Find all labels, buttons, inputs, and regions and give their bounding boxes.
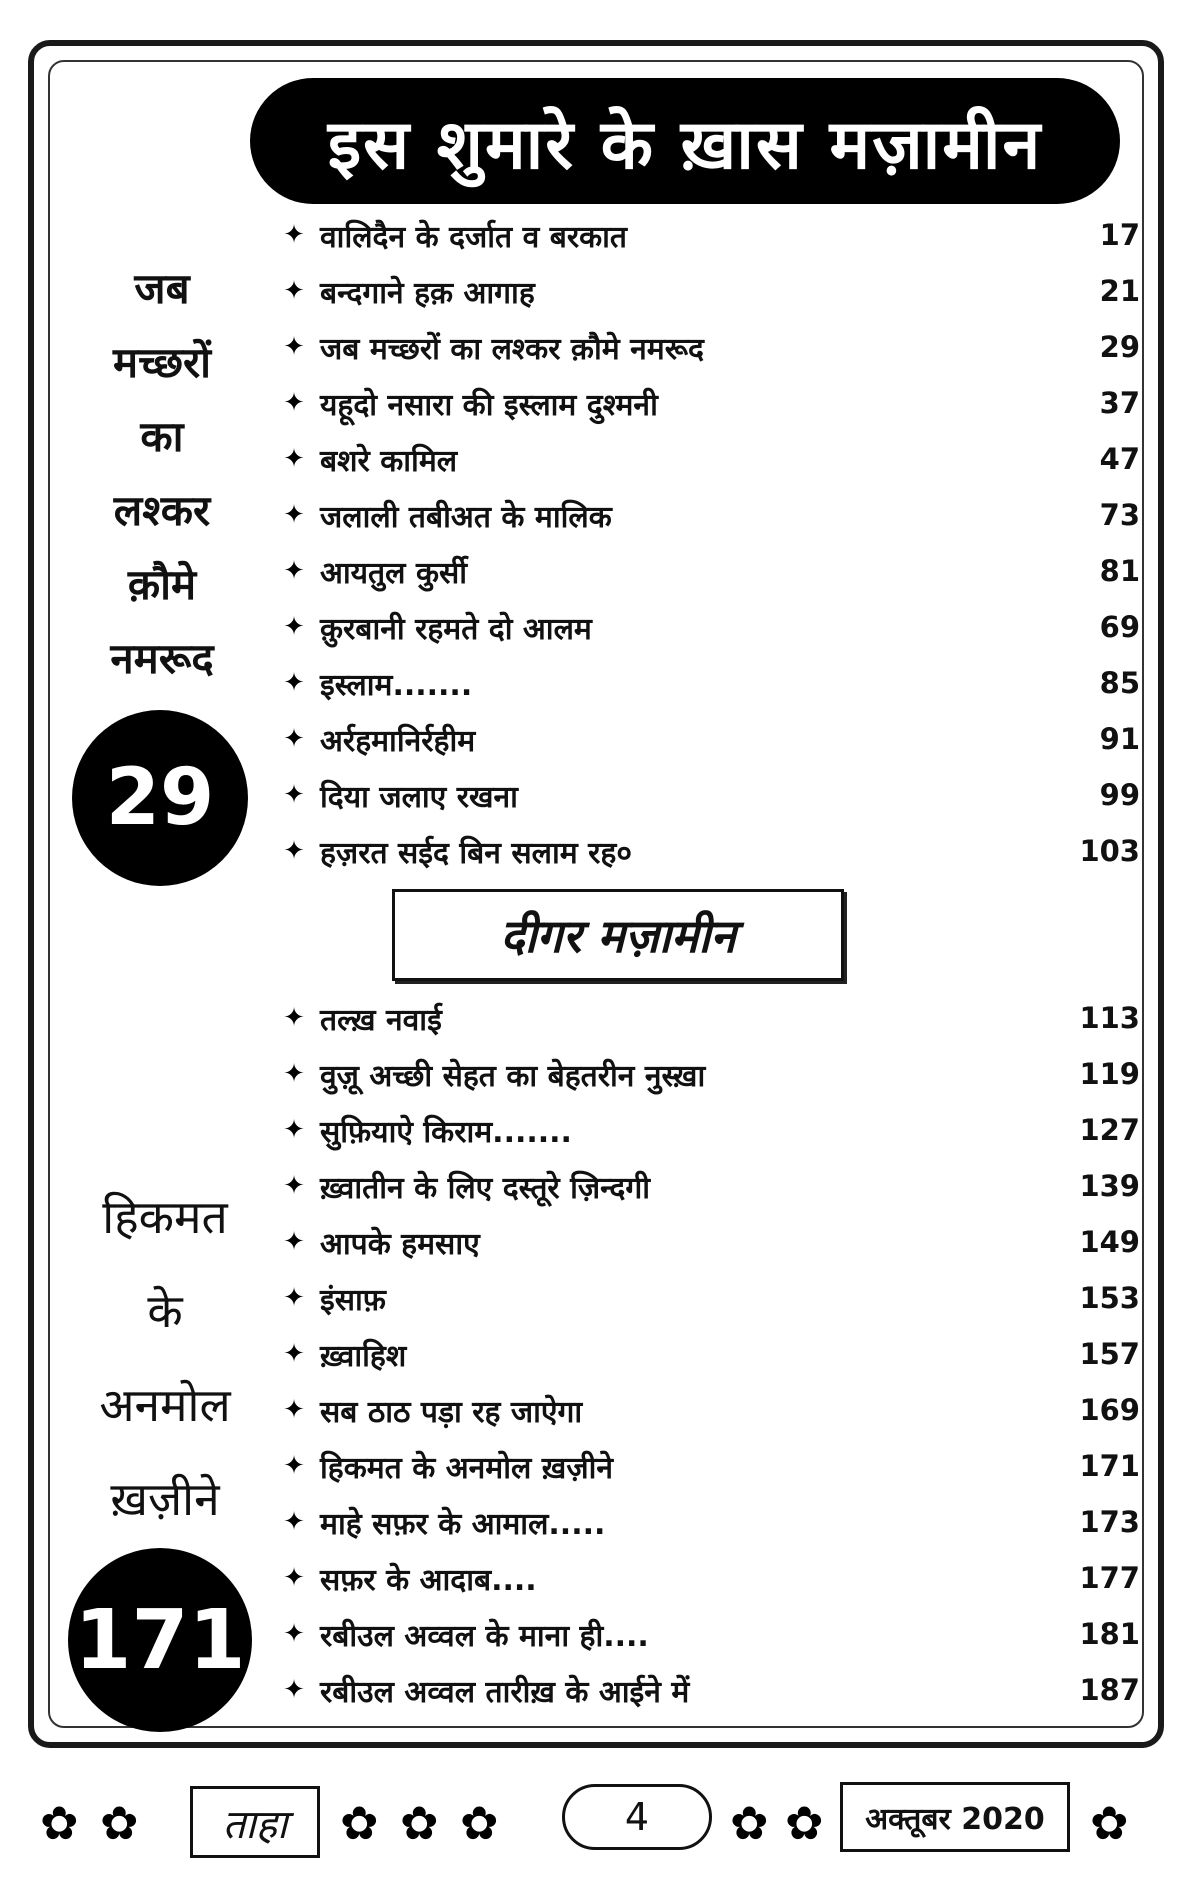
callout-line: अनमोल [99, 1378, 231, 1432]
toc-entry-page: 69 [1099, 610, 1140, 644]
callout-line: मच्छरों [112, 338, 212, 387]
toc-entry [280, 1270, 1140, 1326]
toc-entry-page: 157 [1079, 1337, 1140, 1371]
toc-entry-title: अर्रहमानिर्रहीम [320, 723, 476, 759]
diamond-star-icon: ✦ [283, 500, 305, 530]
toc-entry-title: आयतुल कुर्सी [320, 555, 468, 591]
toc-entry-page: 139 [1079, 1169, 1140, 1203]
toc-entry [280, 767, 1140, 823]
toc-entry [280, 1214, 1140, 1270]
toc-entry-title: रबीउल अव्वल तारीख़ के आईने में [320, 1674, 690, 1710]
toc-entry [280, 319, 1140, 375]
feature-page-badge-top: 29 [72, 710, 248, 886]
toc-entry [280, 543, 1140, 599]
toc-entry-page: 113 [1079, 1001, 1140, 1035]
issue-date: अक्तूबर 2020 [840, 1782, 1070, 1852]
toc-entry-page: 81 [1099, 554, 1140, 588]
toc-entry-page: 119 [1079, 1057, 1140, 1091]
diamond-star-icon: ✦ [283, 1115, 305, 1145]
toc-entry-page: 173 [1079, 1505, 1140, 1539]
diamond-star-icon: ✦ [283, 1003, 305, 1033]
toc-entry-page: 21 [1099, 274, 1140, 308]
diamond-star-icon: ✦ [283, 780, 305, 810]
toc-entry-page: 153 [1079, 1281, 1140, 1315]
diamond-star-icon: ✦ [283, 1619, 305, 1649]
diamond-star-icon: ✦ [283, 668, 305, 698]
toc-entry-title: बन्दगाने हक़ आगाह [320, 275, 535, 311]
diamond-star-icon: ✦ [283, 724, 305, 754]
diamond-star-icon: ✦ [283, 444, 305, 474]
diamond-star-icon: ✦ [283, 1675, 305, 1705]
toc-entry-title: वुज़ू अच्छी सेहत का बेहतरीन नुस्ख़ा [320, 1058, 706, 1094]
toc-entry [280, 1326, 1140, 1382]
toc-entry-title: सुफ़ियाऐ किराम....... [320, 1114, 572, 1150]
toc-entry [280, 1438, 1140, 1494]
flower-icon: ✿ [400, 1796, 439, 1850]
callout-line: ख़ज़ीने [110, 1472, 220, 1526]
toc-entry-page: 85 [1099, 666, 1140, 700]
toc-entry-title: ख़्वाहिश [320, 1338, 407, 1374]
toc-entry-page: 29 [1099, 330, 1140, 364]
toc-entry [280, 599, 1140, 655]
diamond-star-icon: ✦ [283, 332, 305, 362]
diamond-star-icon: ✦ [283, 276, 305, 306]
callout-line: जब [134, 264, 190, 313]
toc-entry [280, 1606, 1140, 1662]
main-articles-list [280, 207, 1140, 879]
toc-entry-page: 181 [1079, 1617, 1140, 1651]
toc-entry-title: क़ुरबानी रहमते दो आलम [320, 611, 592, 647]
toc-entry [280, 1046, 1140, 1102]
page-title: इस शुमारे के ख़ास मज़ामीन [250, 78, 1120, 204]
toc-entry-page: 37 [1099, 386, 1140, 420]
toc-entry-title: तल्ख़ नवाई [320, 1002, 442, 1038]
diamond-star-icon: ✦ [283, 612, 305, 642]
toc-entry-page: 103 [1079, 834, 1140, 868]
other-articles-list [280, 990, 1140, 1718]
section-subheading: दीगर मज़ामीन [392, 889, 844, 981]
toc-entry [280, 1382, 1140, 1438]
toc-entry-title: हज़रत सईद बिन सलाम रह० [320, 835, 632, 871]
toc-entry-page: 73 [1099, 498, 1140, 532]
toc-entry-page: 47 [1099, 442, 1140, 476]
toc-entry [280, 1550, 1140, 1606]
toc-entry-title: वालिदैन के दर्जात व बरकात [320, 219, 628, 255]
toc-entry [280, 487, 1140, 543]
toc-entry-page: 171 [1079, 1449, 1140, 1483]
diamond-star-icon: ✦ [283, 556, 305, 586]
feature-page-badge-bottom: 171 [68, 1548, 252, 1732]
toc-entry-title: दिया जलाए रखना [320, 779, 518, 815]
toc-entry-page: 177 [1079, 1561, 1140, 1595]
toc-entry-title: सब ठाठ पड़ा रह जाऐगा [320, 1394, 583, 1430]
toc-entry-title: बशरे कामिल [320, 443, 458, 479]
toc-entry [280, 1102, 1140, 1158]
diamond-star-icon: ✦ [283, 1171, 305, 1201]
diamond-star-icon: ✦ [283, 220, 305, 250]
diamond-star-icon: ✦ [283, 1451, 305, 1481]
callout-line: क़ौमे [127, 560, 197, 609]
toc-entry-title: यहूदो नसारा की इस्लाम दुश्मनी [320, 387, 658, 423]
flower-icon: ✿ [730, 1796, 769, 1850]
flower-icon: ✿ [40, 1796, 79, 1850]
toc-entry [280, 207, 1140, 263]
callout-line: लश्कर [113, 486, 211, 535]
toc-entry [280, 431, 1140, 487]
toc-entry [280, 990, 1140, 1046]
toc-entry [280, 711, 1140, 767]
callout-line: का [140, 412, 184, 461]
callout-line: हिकमत [102, 1190, 228, 1244]
callout-line: के [147, 1284, 183, 1338]
toc-entry-title: जब मच्छरों का लश्कर क़ौमे नमरूद [320, 331, 704, 367]
diamond-star-icon: ✦ [283, 1563, 305, 1593]
toc-entry-title: आपके हमसाए [320, 1226, 480, 1262]
toc-entry-page: 91 [1099, 722, 1140, 756]
diamond-star-icon: ✦ [283, 1339, 305, 1369]
toc-entry-title: ख़्वातीन के लिए दस्तूरे ज़िन्दगी [320, 1170, 651, 1206]
diamond-star-icon: ✦ [283, 836, 305, 866]
feature-callout-bottom [70, 1170, 260, 1546]
magazine-name: ताहा [190, 1786, 320, 1858]
toc-entry-page: 169 [1079, 1393, 1140, 1427]
toc-entry [280, 1494, 1140, 1550]
toc-entry-title: हिकमत के अनमोल ख़ज़ीने [320, 1450, 613, 1486]
diamond-star-icon: ✦ [283, 388, 305, 418]
toc-entry-title: इस्लाम....... [320, 667, 473, 703]
toc-entry-title: माहे सफ़र के आमाल..... [320, 1506, 606, 1542]
flower-icon: ✿ [1090, 1796, 1129, 1850]
toc-entry [280, 1158, 1140, 1214]
diamond-star-icon: ✦ [283, 1283, 305, 1313]
diamond-star-icon: ✦ [283, 1227, 305, 1257]
diamond-star-icon: ✦ [283, 1059, 305, 1089]
toc-entry-title: रबीउल अव्वल के माना ही.... [320, 1618, 649, 1654]
toc-entry-page: 149 [1079, 1225, 1140, 1259]
toc-entry [280, 823, 1140, 879]
toc-entry [280, 375, 1140, 431]
flower-icon: ✿ [100, 1796, 139, 1850]
feature-callout-top [72, 252, 252, 696]
toc-entry-title: इंसाफ़ [320, 1282, 386, 1318]
toc-entry [280, 263, 1140, 319]
toc-entry-page: 99 [1099, 778, 1140, 812]
toc-entry-page: 17 [1099, 218, 1140, 252]
toc-entry-title: जलाली तबीअत के मालिक [320, 499, 612, 535]
page-number: 4 [562, 1784, 712, 1850]
footer [40, 1782, 1160, 1864]
flower-icon: ✿ [340, 1796, 379, 1850]
toc-entry-page: 127 [1079, 1113, 1140, 1147]
toc-entry [280, 1662, 1140, 1718]
toc-entry-page: 187 [1079, 1673, 1140, 1707]
callout-line: नमरूद [110, 634, 214, 683]
flower-icon: ✿ [460, 1796, 499, 1850]
flower-icon: ✿ [785, 1796, 824, 1850]
toc-entry-title: सफ़र के आदाब.... [320, 1562, 537, 1598]
diamond-star-icon: ✦ [283, 1507, 305, 1537]
diamond-star-icon: ✦ [283, 1395, 305, 1425]
toc-entry [280, 655, 1140, 711]
